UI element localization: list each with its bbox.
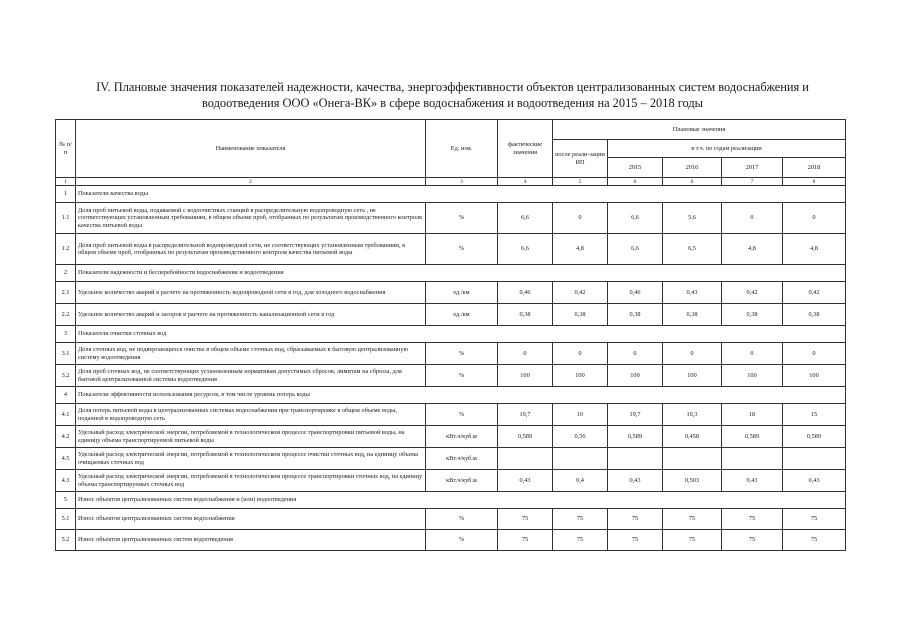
actual-value: 75 (498, 530, 553, 551)
row-number: 4 (56, 387, 76, 404)
unit-cell: кВт.ч/куб.м (426, 470, 498, 492)
section-row (56, 186, 846, 203)
actual-value (498, 448, 553, 470)
header-name: Наименование показателя (76, 120, 426, 178)
indicator-name: Удельный расход электрической энергии, потребляемой в технологическом процессе транспортировки сточных вод, на единицу объема транспортируемых сточных вод (76, 470, 426, 492)
value-2016: 6,5 (663, 234, 722, 265)
table-row (56, 404, 846, 426)
column-number: 8 (783, 178, 846, 186)
section-title: Показатели качества воды (76, 186, 846, 203)
row-number: 5 (56, 492, 76, 509)
section-title: Показатели эффективности использования ресурсов, в том числе уровень потерь воды (76, 387, 846, 404)
value-2017 (722, 448, 783, 470)
value-2018: 15 (783, 404, 846, 426)
row-number: 4.2 (56, 426, 76, 448)
row-number: 3.2 (56, 365, 76, 387)
row-number: 2.2 (56, 304, 76, 326)
indicator-name: Износ объектов централизованных систем водоснабжения (76, 509, 426, 530)
unit-cell: % (426, 530, 498, 551)
row-number: 4.3 (56, 470, 76, 492)
column-number: 4 (498, 178, 553, 186)
value-2017: 100 (722, 365, 783, 387)
value-2017: 18 (722, 404, 783, 426)
value-2015: 0,46 (608, 282, 663, 304)
after-ip-value: 0,42 (553, 282, 608, 304)
value-2017: 0,38 (722, 304, 783, 326)
after-ip-value: 100 (553, 365, 608, 387)
value-2015: 6,6 (608, 203, 663, 234)
after-ip-value: 75 (553, 509, 608, 530)
unit-cell: % (426, 404, 498, 426)
title-line-2: водоотведения ООО «Онега-ВК» в сфере водоснабжения и водоотведения на 2015 – 2018 годы (202, 95, 703, 110)
indicator-name: Удельное количество аварий в расчете на протяженность водопроводной сети в год, для холодного водоснабжения (76, 282, 426, 304)
value-2018: 75 (783, 530, 846, 551)
row-number: 2.1 (56, 282, 76, 304)
value-2017: 0 (722, 343, 783, 365)
value-2015: 0,38 (608, 304, 663, 326)
indicators-table (55, 119, 846, 551)
value-2016: 75 (663, 509, 722, 530)
indicator-name: Доля проб питьевой воды в распределительной водопроводной сети, не соответствующих установленным требованиям, в общем объеме проб, отобранных по результатам производственного контроля качества питьевой воды (76, 234, 426, 265)
column-number: 7 (722, 178, 783, 186)
value-2018: 0 (783, 343, 846, 365)
unit-cell: % (426, 203, 498, 234)
indicator-name: Доля проб питьевой воды, подаваемой с водоочистных станций в распределительную водопроводную сеть , не соответствующих установленным требованиям, в общем объеме проб, отобранных по результатам производственного контроля качества питьевой воды (76, 203, 426, 234)
column-number: 5 (553, 178, 608, 186)
unit-cell: ед./км (426, 304, 498, 326)
unit-cell: % (426, 509, 498, 530)
actual-value: 0,589 (498, 426, 553, 448)
title-line-1: IV. Плановые значения показателей надежности, качества, энергоэффективности объектов централизованных систем водоснабжения и (96, 80, 809, 94)
section-row (56, 387, 846, 404)
value-2017: 0,43 (722, 470, 783, 492)
unit-cell: % (426, 365, 498, 387)
value-2016: 0 (663, 343, 722, 365)
header-planned: Плановые значения (553, 120, 846, 140)
value-2018: 0,38 (783, 304, 846, 326)
value-2018: 75 (783, 509, 846, 530)
indicator-name: Износ объектов централизованных систем водоотведения (76, 530, 426, 551)
row-number: 2 (56, 265, 76, 282)
value-2018 (783, 448, 846, 470)
after-ip-value: 75 (553, 530, 608, 551)
value-2018: 0 (783, 203, 846, 234)
after-ip-value: 0,4 (553, 470, 608, 492)
indicator-name: Доля проб сточных вод, не соответствующих установленным нормативам допустимых сбросов, лимитам на сбросы, для бытовой централизованной системы водоотведения (76, 365, 426, 387)
header-after-ip: после реали-зации ИП (553, 140, 608, 178)
actual-value: 6,6 (498, 234, 553, 265)
actual-value: 6,6 (498, 203, 553, 234)
value-2016: 0,38 (663, 304, 722, 326)
value-2018: 0,589 (783, 426, 846, 448)
unit-cell: ед./км (426, 282, 498, 304)
after-ip-value: 10 (553, 404, 608, 426)
section-title: Износ объектов централизованных систем водоснабжения и (или) водоотведения (76, 492, 846, 509)
value-2015: 100 (608, 365, 663, 387)
value-2015: 19,7 (608, 404, 663, 426)
table-row (56, 282, 846, 304)
actual-value: 0,38 (498, 304, 553, 326)
actual-value: 75 (498, 509, 553, 530)
indicator-name: Удельное количество аварий и засоров в расчете на протяженность канализационной сети в год (76, 304, 426, 326)
value-2016: 0,458 (663, 426, 722, 448)
value-2015 (608, 448, 663, 470)
section-title: Показатели очистки сточных вод (76, 326, 846, 343)
table-row (56, 343, 846, 365)
value-2018: 0,43 (783, 470, 846, 492)
value-2015: 0,589 (608, 426, 663, 448)
value-2016 (663, 448, 722, 470)
value-2016: 100 (663, 365, 722, 387)
actual-value: 100 (498, 365, 553, 387)
table-body (56, 186, 846, 551)
after-ip-value: 0 (553, 343, 608, 365)
table-row (56, 448, 846, 470)
row-number: 4.1 (56, 404, 76, 426)
row-number: 3 (56, 326, 76, 343)
after-ip-value: 0,56 (553, 426, 608, 448)
value-2016: 75 (663, 530, 722, 551)
header-year: 2016 (663, 158, 722, 178)
column-number: 2 (76, 178, 426, 186)
unit-cell: % (426, 234, 498, 265)
row-number: 1.1 (56, 203, 76, 234)
value-2015: 0 (608, 343, 663, 365)
value-2017: 0 (722, 203, 783, 234)
section-row (56, 265, 846, 282)
actual-value: 0,46 (498, 282, 553, 304)
after-ip-value: 4,8 (553, 234, 608, 265)
table-row (56, 365, 846, 387)
column-number: 6 (663, 178, 722, 186)
after-ip-value: 0 (553, 203, 608, 234)
value-2015: 6,6 (608, 234, 663, 265)
indicator-name: Доля сточных вод, не подвергающихся очистке в общем объеме сточных вод, сбрасываемых в бытовую централизованную систему водоотведения (76, 343, 426, 365)
row-number: 1.2 (56, 234, 76, 265)
header-year: 2015 (608, 158, 663, 178)
unit-cell: % (426, 343, 498, 365)
value-2016: 0,43 (663, 282, 722, 304)
row-number: 3.1 (56, 343, 76, 365)
column-number: 3 (426, 178, 498, 186)
value-2017: 4,8 (722, 234, 783, 265)
header-num: № п/п (56, 120, 76, 178)
value-2016: 5,6 (663, 203, 722, 234)
value-2017: 75 (722, 509, 783, 530)
table-row (56, 509, 846, 530)
unit-cell: кВт.ч/куб.м (426, 426, 498, 448)
indicator-name: Удельный расход электрической энергии, потребляемой в технологическом процессе транспортировки питьевой воды, на единицу объема транспортируемой питьевой воды (76, 426, 426, 448)
value-2017: 75 (722, 530, 783, 551)
section-row (56, 326, 846, 343)
row-number: 1 (56, 186, 76, 203)
actual-value: 0 (498, 343, 553, 365)
table-row (56, 304, 846, 326)
value-2018: 4,8 (783, 234, 846, 265)
column-number: 6 (608, 178, 663, 186)
section-row (56, 492, 846, 509)
value-2018: 100 (783, 365, 846, 387)
table-row (56, 203, 846, 234)
section-title: Показатели надежности и бесперебойности водоснабжения и водоотведения (76, 265, 846, 282)
indicator-name: Удельный расход электрической энергии, потребляемой в технологическом процессе очистки сточных вод, на единицу объема очищаемых сточных вод (76, 448, 426, 470)
header-actual: фактические значения (498, 120, 553, 178)
actual-value: 0,43 (498, 470, 553, 492)
table-row (56, 426, 846, 448)
value-2018: 0,42 (783, 282, 846, 304)
indicator-name: Доля потерь питьевой воды в централизованных системах водоснабжения при транспортировке в общем объеме воды, поданной в водопроводную сеть (76, 404, 426, 426)
value-2015: 75 (608, 509, 663, 530)
table-row (56, 234, 846, 265)
header-unit: Ед. изм. (426, 120, 498, 178)
unit-cell: кВт.ч/куб.м (426, 448, 498, 470)
header-by-years: в т.ч. по годам реализации (608, 140, 846, 158)
column-number: 1 (56, 178, 76, 186)
value-2015: 0,43 (608, 470, 663, 492)
row-number: 5.1 (56, 509, 76, 530)
actual-value: 19,7 (498, 404, 553, 426)
row-number: 5.2 (56, 530, 76, 551)
value-2016: 0,503 (663, 470, 722, 492)
header-year: 2017 (722, 158, 783, 178)
value-2017: 0,42 (722, 282, 783, 304)
after-ip-value: 0,38 (553, 304, 608, 326)
table-row (56, 470, 846, 492)
page-title (40, 80, 865, 111)
value-2015: 75 (608, 530, 663, 551)
value-2017: 0,589 (722, 426, 783, 448)
value-2016: 19,3 (663, 404, 722, 426)
row-number: 4.5 (56, 448, 76, 470)
after-ip-value (553, 448, 608, 470)
header-year: 2018 (783, 158, 846, 178)
table-row (56, 530, 846, 551)
